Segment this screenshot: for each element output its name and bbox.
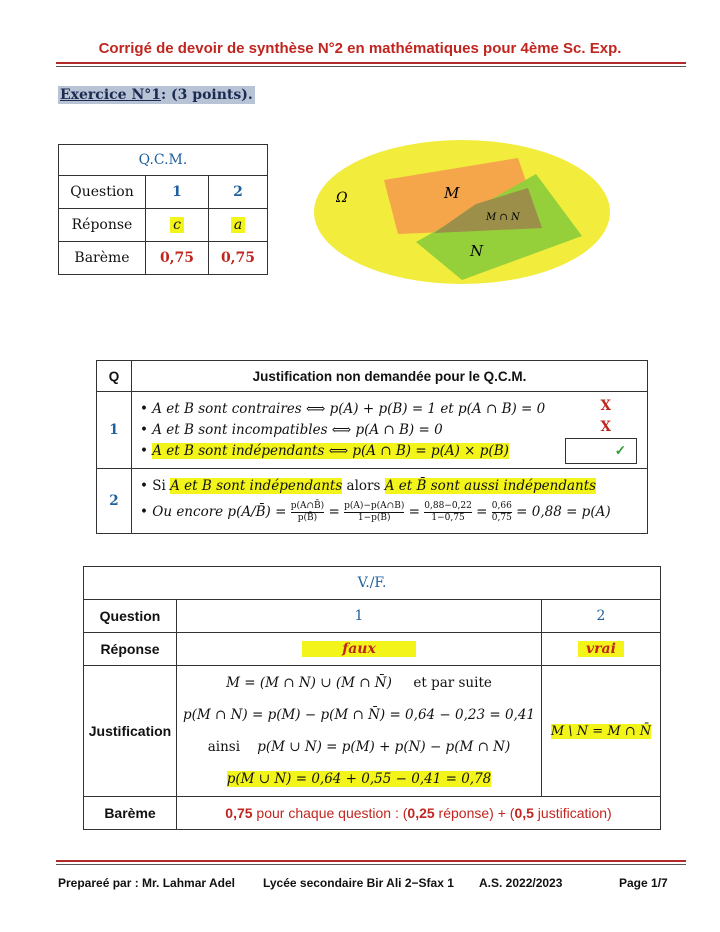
qcm-answer: a [231,217,245,233]
qcm-answer-cell [209,209,268,242]
false-mark-icon: X [600,419,611,435]
qcm-row-label: Question [59,176,146,209]
vf-row-label: Question [84,600,177,633]
just-q1-line: • A et B sont incompatibles ⟺ p(A ∩ B) = 0 [140,421,443,438]
vf-question: 1 [177,600,542,633]
footer-page: Page 1/7 [619,876,668,890]
exercise-points: : (3 points). [161,87,253,103]
fraction: $\frac{0,88-0,22}{1-0,75}$ [424,500,472,523]
vf-just-line: M = (M ∩ N) ∪ (M ∩ N̄) et par suite [226,675,492,691]
qcm-score: 0,75 [146,242,209,275]
justification-table [96,360,648,534]
just-q1-content [132,392,648,469]
vf-answer-cell [177,633,542,666]
vf-table [83,566,661,830]
venn-diagram [306,138,624,288]
footer-school: Lycée secondaire Bir Ali 2−Sfax 1 [263,876,454,890]
fraction: $\frac{0,66}{0,75}$ [491,500,512,523]
qcm-row-label: Barème [59,242,146,275]
intersection-label: M ∩ N [486,212,520,223]
qcm-score: 0,75 [209,242,268,275]
footer-year: A.S. 2022/2023 [479,876,563,890]
vf-just-line: p(M ∩ N) = p(M) − p(M ∩ N̄) = 0,64 − 0,23 = 0,41 [182,707,536,723]
just-header-title: Justification non demandée pour le Q.C.M. [132,361,648,392]
vf-bareme: 0,75 pour chaque question : (0,25 réponse) + (0,5 justification) [177,797,661,830]
vf-answer: faux [302,641,416,657]
exercise-label [58,86,255,104]
qcm-question: 2 [209,176,268,209]
vf-title: V./F. [84,567,661,600]
vf-question: 2 [542,600,661,633]
fraction: $\frac{p(A\cap B̄)}{p(B̄)}$ [290,500,325,523]
omega-label: Ω [336,190,348,206]
qcm-title: Q.C.M. [59,145,268,176]
just-header-q: Q [97,361,132,392]
vf-just-line: ainsi p(M ∪ N) = p(M) + p(N) − p(M ∩ N) [207,739,511,755]
exercise-number: Exercice N°1 [60,87,161,103]
qcm-table [58,144,268,275]
qcm-question: 1 [146,176,209,209]
just-q2-line: • Si A et B sont indépendants alors A et B̄ sont aussi indépendants [140,477,597,494]
qcm-answer: c [170,217,184,233]
header-rule [56,62,686,64]
just-q1-line: • A et B sont contraires ⟺ p(A) + p(B) = 1 et p(A ∩ B) = 0 [140,400,546,417]
vf-justification-2: M \ N = M ∩ N̄ [542,666,661,797]
vf-answer: vrai [578,641,624,657]
vf-justification-1 [177,666,542,797]
vf-row-label: Barème [84,797,177,830]
false-mark-icon: X [600,398,611,414]
qcm-row-label: Réponse [59,209,146,242]
vf-just-line: p(M ∪ N) = 0,64 + 0,55 − 0,41 = 0,78 [226,771,492,787]
just-q2-content [132,469,648,534]
fraction: $\frac{p(A)-p(A\cap B)}{1-p(B)}$ [344,500,405,523]
n-label: N [470,242,484,260]
header-rule-thin [56,66,686,67]
footer-rule [56,860,686,862]
just-q2-line: • Ou encore p(A/B̄) = $\frac{p(A\cap B̄)}{p(B̄)}$ = $\frac{p(A)-p(A\cap B)}{1-p(B)}$ = $\frac{0,88-0,22}{1-0,75}$ = $\frac{0,66}{0,75}$ = 0,88 = p(A) [140,500,611,523]
vf-row-label: Justification [84,666,177,797]
m-label: M [444,184,460,202]
vf-row-label: Réponse [84,633,177,666]
qcm-answer-cell [146,209,209,242]
just-q1-line: • A et B sont indépendants ⟺ p(A ∩ B) = p(A) × p(B) [140,442,509,459]
check-mark-icon: ✓ [565,438,637,464]
vf-answer-cell [542,633,661,666]
page-title: Corrigé de devoir de synthèse N°2 en mathématiques pour 4ème Sc. Exp. [98,40,622,57]
footer-author: Prepareé par : Mr. Lahmar Adel [58,876,235,890]
just-q2: 2 [97,469,132,534]
footer-rule-thin [56,864,686,865]
just-q1: 1 [97,392,132,469]
